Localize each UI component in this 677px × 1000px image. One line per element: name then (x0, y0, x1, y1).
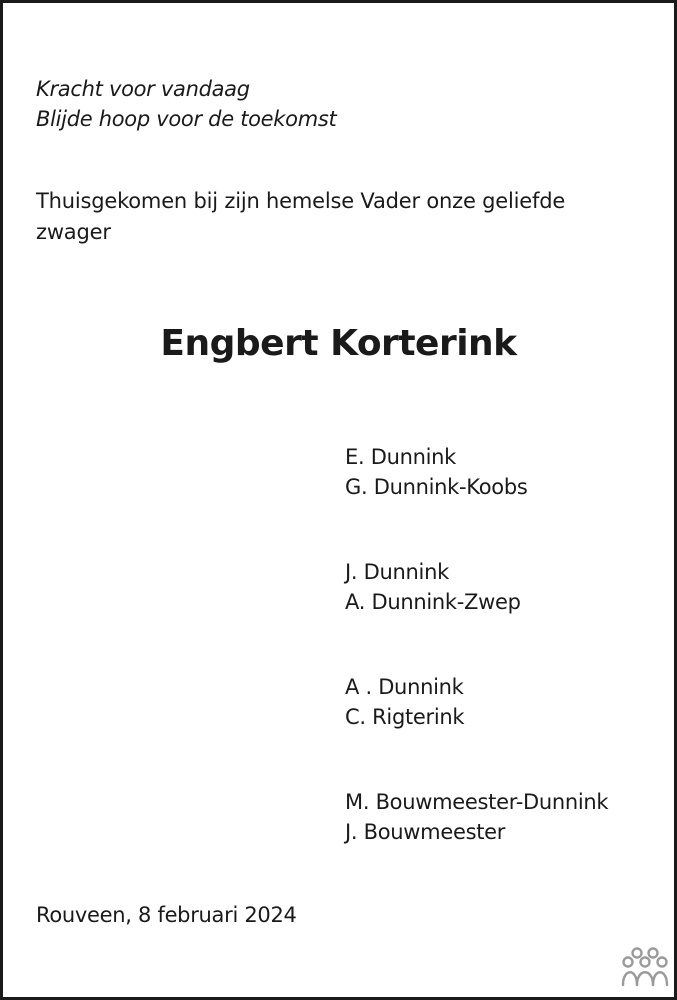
place-date: Rouveen, 8 februari 2024 (36, 903, 297, 927)
relative-name: E. Dunnink (345, 445, 457, 469)
motto (36, 74, 336, 134)
relative-name: C. Rigterink (345, 705, 465, 729)
relative-pair (345, 787, 608, 847)
relative-name: J. Bouwmeester (345, 820, 506, 844)
relative-name: A . Dunnink (345, 675, 464, 699)
relative-pair (345, 672, 608, 732)
relative-name: A. Dunnink-Zwep (345, 590, 521, 614)
relative-name: M. Bouwmeester-Dunnink (345, 790, 609, 814)
relative-name: G. Dunnink-Koobs (345, 475, 528, 499)
motto-line-2: Blijde hoop voor de toekomst (36, 107, 337, 131)
deceased-name: Engbert Korterink (160, 323, 517, 364)
relative-pair (345, 442, 608, 502)
intro-text: Thuisgekomen bij zijn hemelse Vader onze geliefde zwager (36, 189, 566, 244)
motto-line-1: Kracht voor vandaag (36, 77, 250, 101)
people-group-icon (620, 946, 670, 988)
relative-name: J. Dunnink (345, 560, 449, 584)
relative-pair (345, 557, 608, 617)
relatives-list (345, 442, 608, 902)
